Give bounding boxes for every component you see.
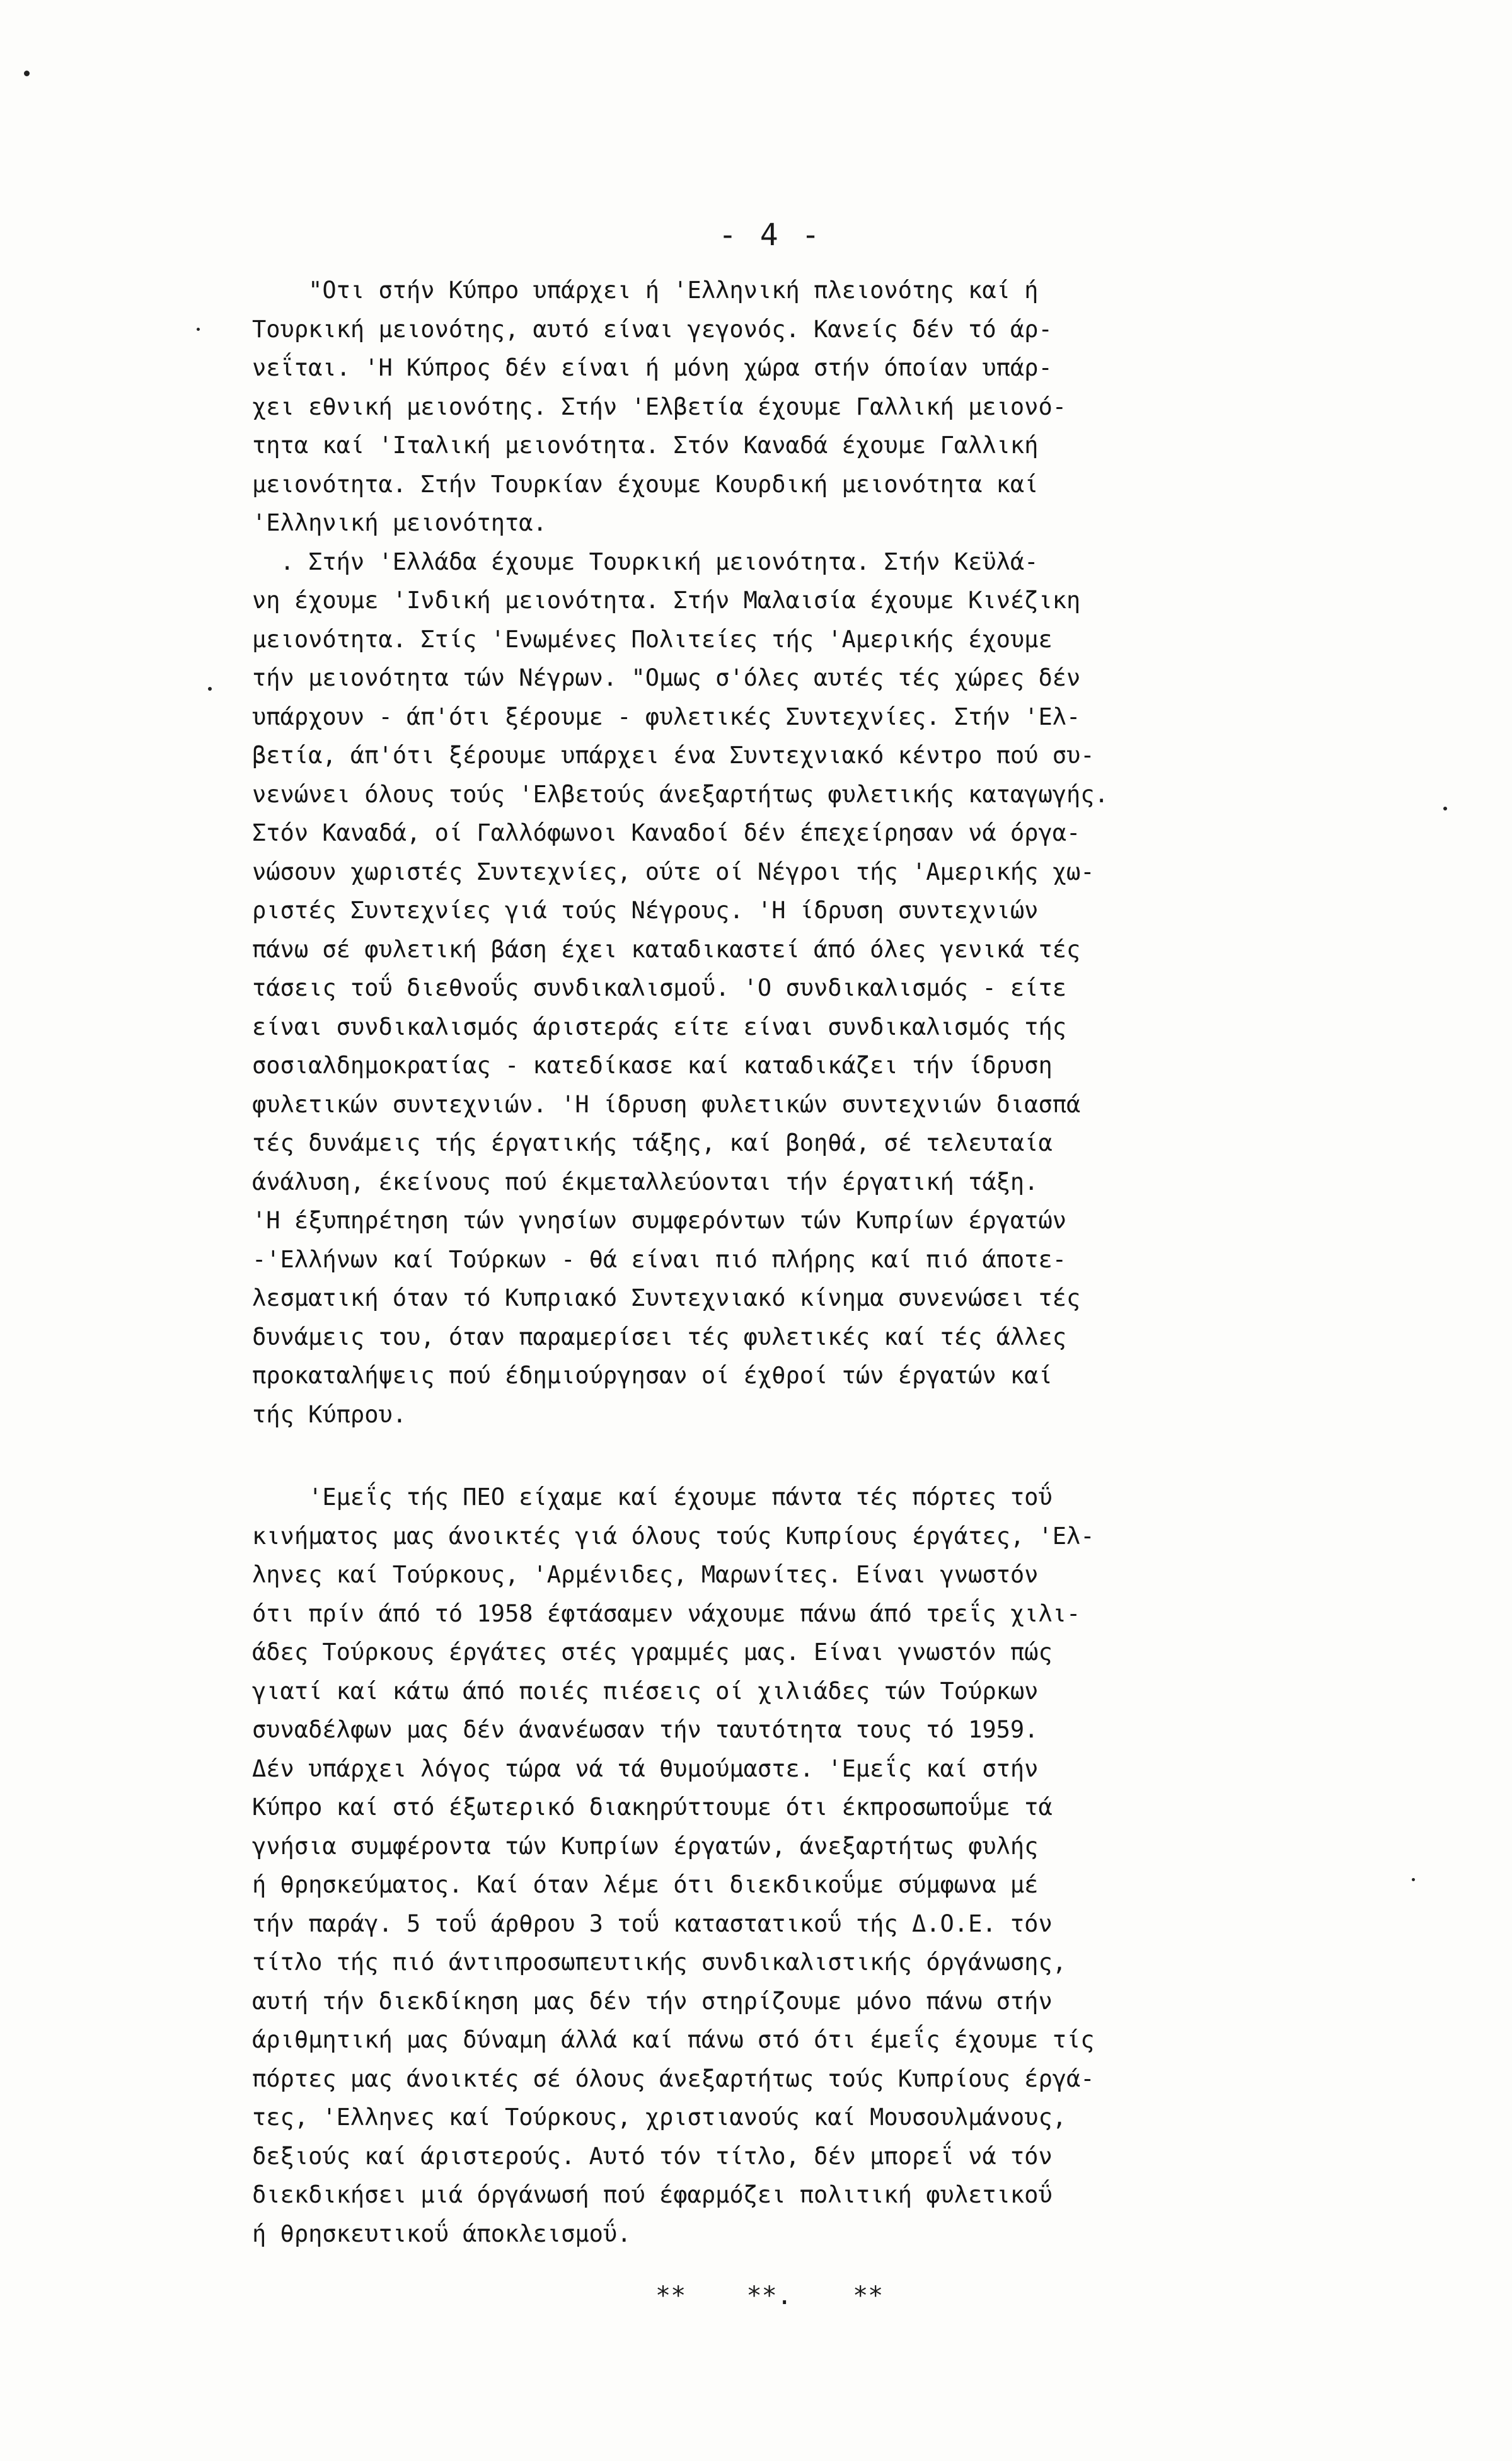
text-line: κινήματος μας άνοικτές γιά όλους τούς Κυπρίους έργάτες, 'Ελ-: [252, 1522, 1095, 1550]
text-line: τητα καί 'Ιταλική μειονότητα. Στόν Καναδά έχουμε Γαλλική: [252, 432, 1039, 459]
text-line: πάνω σέ φυλετική βάση έχει καταδικαστεί άπό όλες γενικά τές: [252, 935, 1081, 963]
text-line: νεΐται. 'Η Κύπρος δέν είναι ή μόνη χώρα στήν όποίαν υπάρ-: [252, 354, 1053, 381]
text-line: ότι πρίν άπό τό 1958 έφτάσαμεν νάχουμε πάνω άπό τρεΐς χιλι-: [252, 1599, 1081, 1627]
text-line: γνήσια συμφέροντα τών Κυπρίων έργατών, άνεξαρτήτως φυλής: [252, 1832, 1039, 1860]
text-line: άδες Τούρκους έργάτες στές γραμμές μας. Είναι γνωστόν πώς: [252, 1639, 1053, 1666]
paragraph-1: [252, 271, 1462, 1434]
text-line: -'Ελλήνων καί Τούρκων - θά είναι πιό πλήρης καί πιό άποτε-: [252, 1245, 1067, 1273]
text-line: υπάρχουν - άπ'ότι ξέρουμε - φυλετικές Συντεχνίες. Στήν 'Ελ-: [252, 703, 1081, 730]
text-line: νενώνει όλους τούς 'Ελβετούς άνεξαρτήτως φυλετικής καταγωγής.: [252, 780, 1109, 808]
text-line: λεσματική όταν τό Κυπριακό Συντεχνιακό κίνημα συνενώσει τές: [252, 1284, 1081, 1311]
text-line: νη έχουμε 'Ινδική μειονότητα. Στήν Μαλαισία έχουμε Κινέζικη: [252, 587, 1081, 614]
text-line: ριστές Συντεχνίες γιά τούς Νέγρους. 'Η ίδρυση συντεχνιών: [252, 897, 1039, 924]
text-line: φυλετικών συντεχνιών. 'Η ίδρυση φυλετικών συντεχνιών διασπά: [252, 1090, 1081, 1118]
text-line: ή θρησκευτικοΰ άποκλεισμοΰ.: [252, 2220, 632, 2247]
text-line: τες, 'Ελληνες καί Τούρκους, χριστιανούς καί Μουσουλμάνους,: [252, 2104, 1067, 2131]
text-line: τήν μειονότητα τών Νέγρων. "Ομως σ'όλες αυτές τές χώρες δέν: [252, 664, 1081, 691]
text-line: άνάλυση, έκείνους πού έκμεταλλεύονται τήν έργατική τάξη.: [252, 1168, 1039, 1196]
document-body: [252, 271, 1462, 2253]
text-line: 'Ελληνική μειονότητα.: [252, 509, 547, 536]
text-line: Στόν Καναδά, οί Γαλλόφωνοι Καναδοί δέν έπεχείρησαν νά όργα-: [252, 819, 1081, 846]
paragraph-2: [252, 1478, 1462, 2253]
text-line: διεκδικήσει μιά όργάνωσή πού έφαρμόζει πολιτική φυλετικοΰ: [252, 2181, 1053, 2208]
text-line: νώσουν χωριστές Συντεχνίες, ούτε οί Νέγροι τής 'Αμερικής χω-: [252, 858, 1095, 885]
text-line: πόρτες μας άνοικτές σέ όλους άνεξαρτήτως τούς Κυπρίους έργά-: [252, 2065, 1095, 2092]
text-line: προκαταλήψεις πού έδημιούργησαν οί έχθροί τών έργατών καί: [252, 1362, 1053, 1389]
text-line: τήν παράγ. 5 τοΰ άρθρου 3 τοΰ καταστατικοΰ τής Δ.Ο.Ε. τόν: [252, 1910, 1053, 1937]
text-line: Δέν υπάρχει λόγος τώρα νά τά θυμούμαστε. 'Εμεΐς καί στήν: [252, 1755, 1039, 1782]
text-line: τάσεις τοΰ διεθνοΰς συνδικαλισμοΰ. 'Ο συνδικαλισμός - είτε: [252, 974, 1067, 1001]
scan-speck: [1443, 807, 1447, 810]
text-line: συναδέλφων μας δέν άνανέωσαν τήν ταυτότητα τους τό 1959.: [252, 1716, 1039, 1743]
text-line: αυτή τήν διεκδίκηση μας δέν τήν στηρίζουμε μόνο πάνω στήν: [252, 1987, 1053, 2015]
paragraph-gap: [252, 1434, 1462, 1478]
text-line: μειονότητα. Στίς 'Ενωμένες Πολιτείες τής 'Αμερικής έχουμε: [252, 625, 1053, 653]
text-line: σοσιαλδημοκρατίας - κατεδίκασε καί καταδικάζει τήν ίδρυση: [252, 1052, 1053, 1079]
text-line: τές δυνάμεις τής έργατικής τάξης, καί βοηθά, σέ τελευταία: [252, 1129, 1053, 1156]
text-line: άριθμητική μας δύναμη άλλά καί πάνω στό ότι έμεΐς έχουμε τίς: [252, 2026, 1095, 2053]
text-line: είναι συνδικαλισμός άριστεράς είτε είναι συνδικαλισμός τής: [252, 1013, 1067, 1040]
scan-speck: [197, 328, 200, 331]
scan-speck: [1412, 1878, 1415, 1881]
text-line: γιατί καί κάτω άπό ποιές πιέσεις οί χιλιάδες τών Τούρκων: [252, 1677, 1039, 1705]
page-number: - 4 -: [718, 217, 822, 253]
text-line: ή θρησκεύματος. Καί όταν λέμε ότι διεκδικοΰμε σύμφωνα μέ: [252, 1871, 1039, 1898]
text-line: βετία, άπ'ότι ξέρουμε υπάρχει ένα Συντεχνιακό κέντρο πού συ-: [252, 742, 1095, 769]
text-line: δυνάμεις του, όταν παραμερίσει τές φυλετικές καί τές άλλες: [252, 1323, 1067, 1351]
scan-speck: [24, 71, 30, 76]
text-line: . Στήν 'Ελλάδα έχουμε Τουρκική μειονότητα. Στήν Κεϋλά-: [252, 548, 1039, 575]
text-line: 'Η έξυπηρέτηση τών γνησίων συμφερόντων τών Κυπρίων έργατών: [252, 1207, 1067, 1234]
closing-asterisks: ** **. **: [655, 2281, 884, 2310]
scan-speck: [208, 687, 212, 691]
text-line: τής Κύπρου.: [252, 1400, 407, 1428]
text-line: τίτλο τής πιό άντιπροσωπευτικής συνδικαλιστικής όργάνωσης,: [252, 1949, 1067, 1976]
text-line: μειονότητα. Στήν Τουρκίαν έχουμε Κουρδική μειονότητα καί: [252, 470, 1039, 498]
text-line: ληνες καί Τούρκους, 'Αρμένιδες, Μαρωνίτες. Είναι γνωστόν: [252, 1561, 1039, 1588]
text-line: 'Εμεΐς τής ΠΕΟ είχαμε καί έχουμε πάντα τές πόρτες τοΰ: [252, 1484, 1053, 1511]
text-line: Τουρκική μειονότης, αυτό είναι γεγονός. Κανείς δέν τό άρ-: [252, 315, 1053, 343]
text-line: "Οτι στήν Κύπρο υπάρχει ή 'Ελληνική πλειονότης καί ή: [252, 277, 1039, 304]
text-line: δεξιούς καί άριστερούς. Αυτό τόν τίτλο, δέν μπορεΐ νά τόν: [252, 2142, 1053, 2170]
text-line: χει εθνική μειονότης. Στήν 'Ελβετία έχουμε Γαλλική μειονό-: [252, 393, 1067, 420]
text-line: Κύπρο καί στό έξωτερικό διακηρύττουμε ότι έκπροσωποΰμε τά: [252, 1794, 1053, 1821]
